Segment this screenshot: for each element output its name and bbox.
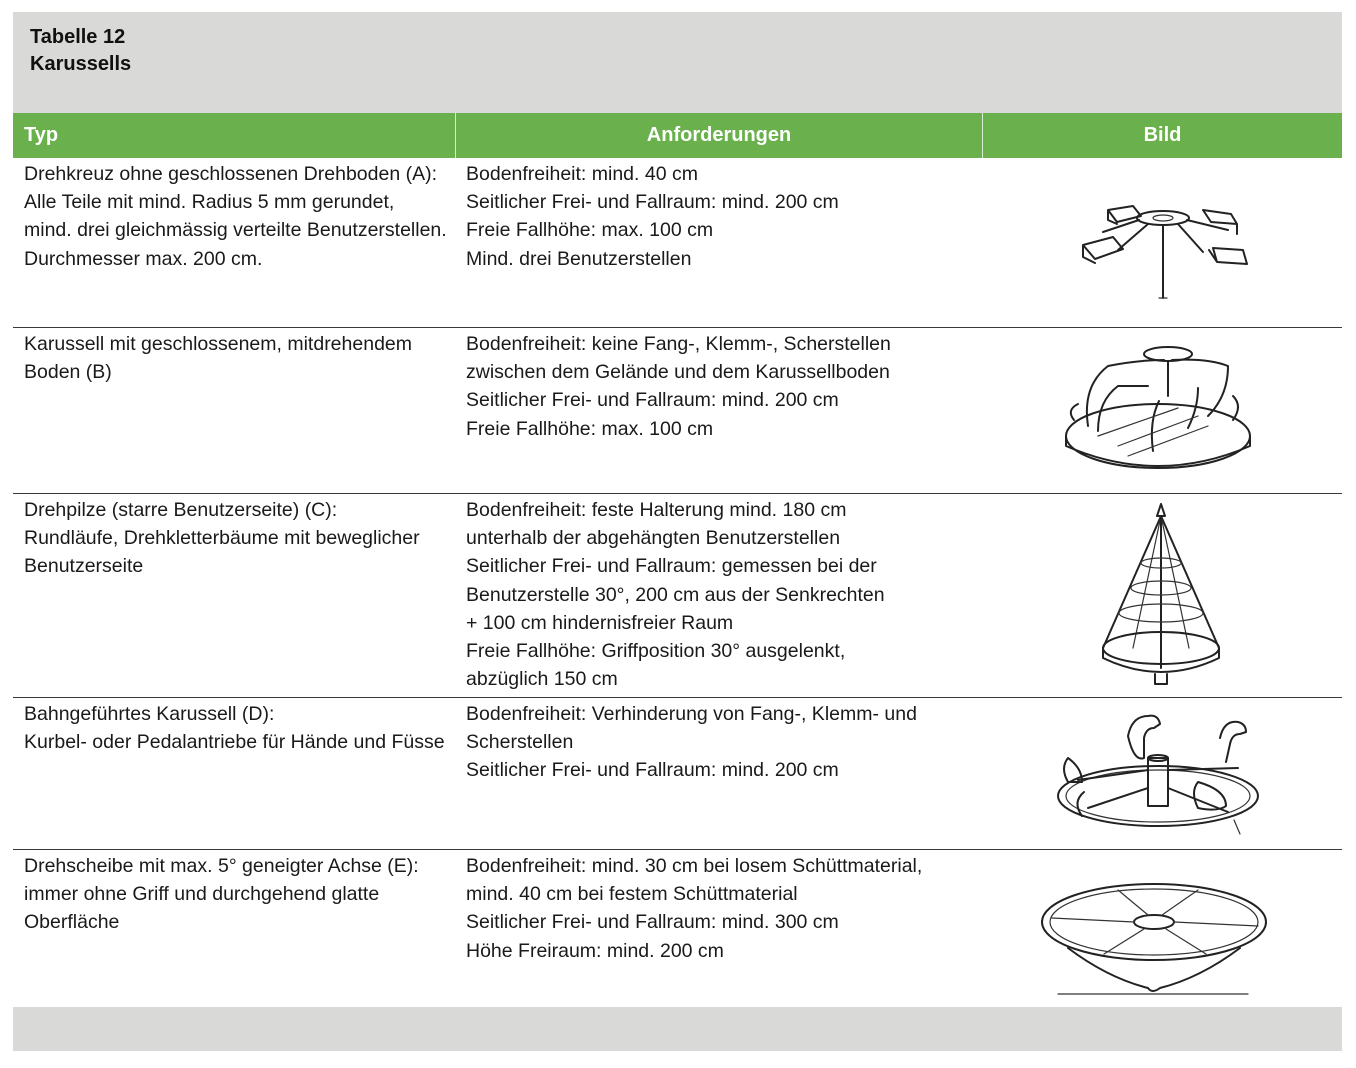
typ-line: Alle Teile mit mind. Radius 5 mm gerundet, <box>24 191 395 214</box>
anforderung-line: zwischen dem Gelände und dem Karussellboden <box>466 361 890 384</box>
typ-cell <box>24 496 449 581</box>
typ-cell <box>24 160 449 273</box>
anforderung-line: Seitlicher Frei- und Fallraum: gemessen bei der <box>466 555 877 578</box>
typ-line: mind. drei gleichmässig verteilte Benutzerstellen. <box>24 219 447 242</box>
typ-line: Durchmesser max. 200 cm. <box>24 247 263 270</box>
anforderung-line: mind. 40 cm bei festem Schüttmaterial <box>466 883 798 906</box>
anforderung-line: + 100 cm hindernisfreier Raum <box>466 611 734 634</box>
anforderungen-cell <box>466 852 981 965</box>
typ-line: Oberfläche <box>24 911 120 934</box>
typ-cell <box>24 700 449 756</box>
anforderung-line: Benutzerstelle 30°, 200 cm aus der Senkrechten <box>466 583 885 606</box>
column-header-anforderungen: Anforderungen <box>646 124 792 146</box>
anforderungen-cell <box>466 700 981 785</box>
anforderung-line: unterhalb der abgehängten Benutzerstellen <box>466 527 841 550</box>
anforderungen-cell <box>466 496 981 693</box>
anforderung-line: Mind. drei Benutzerstellen <box>466 247 692 270</box>
anforderung-line: Bodenfreiheit: Verhinderung von Fang-, Klemm- und <box>466 703 917 725</box>
anforderung-line: Bodenfreiheit: mind. 30 cm bei losem Schüttmaterial, <box>466 855 923 877</box>
typ-line: Drehscheibe mit max. 5° geneigter Achse (E): <box>24 855 419 877</box>
table-frame <box>13 12 1342 1051</box>
anforderung-line: Seitlicher Frei- und Fallraum: mind. 300 cm <box>466 911 839 934</box>
anforderung-line: Freie Fallhöhe: max. 100 cm <box>466 219 714 242</box>
table-row <box>13 698 1342 850</box>
typ-line: Drehpilze (starre Benutzerseite) (C): <box>24 499 338 521</box>
track-guided-horse-carousel-drawing <box>1048 708 1268 844</box>
anforderung-line: Seitlicher Frei- und Fallraum: mind. 200 cm <box>466 191 839 214</box>
typ-line: Bahngeführtes Karussell (D): <box>24 703 275 725</box>
typ-cell <box>24 330 449 386</box>
typ-line: Drehkreuz ohne geschlossenen Drehboden (A): <box>24 163 437 185</box>
typ-line: Benutzerseite <box>24 555 144 578</box>
turnstile-carousel-drawing <box>1063 180 1263 305</box>
closed-floor-carousel-drawing <box>1058 336 1258 486</box>
typ-line: immer ohne Griff und durchgehend glatte <box>24 883 380 906</box>
anforderung-line: Seitlicher Frei- und Fallraum: mind. 200 cm <box>466 389 839 412</box>
anforderung-line: Seitlicher Frei- und Fallraum: mind. 200 cm <box>466 759 839 782</box>
anforderungen-cell <box>466 160 981 273</box>
typ-line: Rundläufe, Drehkletterbäume mit beweglicher <box>24 527 420 550</box>
table-caption <box>13 12 1342 113</box>
turntable-disc-drawing <box>1038 878 1268 1002</box>
table-row <box>13 494 1342 698</box>
typ-cell <box>24 852 449 937</box>
anforderung-line: Freie Fallhöhe: max. 100 cm <box>466 417 714 440</box>
typ-line: Boden (B) <box>24 361 112 384</box>
table-row <box>13 158 1342 328</box>
column-header-typ: Typ <box>24 124 59 146</box>
table-number: Tabelle 12 <box>30 26 126 48</box>
table-header-row <box>13 113 1342 158</box>
table-title: Karussells <box>30 53 132 75</box>
anforderung-line: Höhe Freiraum: mind. 200 cm <box>466 939 724 962</box>
table-footer-band <box>13 1007 1342 1051</box>
anforderung-line: Bodenfreiheit: feste Halterung mind. 180 cm <box>466 499 847 521</box>
table-row <box>13 328 1342 494</box>
anforderungen-cell <box>466 330 981 443</box>
typ-line: Karussell mit geschlossenem, mitdrehendem <box>24 333 413 355</box>
anforderung-line: Bodenfreiheit: keine Fang-, Klemm-, Scherstellen <box>466 333 891 355</box>
typ-line: Kurbel- oder Pedalantriebe für Hände und Füsse <box>24 731 445 754</box>
anforderung-line: Scherstellen <box>466 731 574 754</box>
column-header-bild: Bild <box>1143 124 1182 146</box>
anforderung-line: Bodenfreiheit: mind. 40 cm <box>466 163 698 185</box>
table-row <box>13 850 1342 1007</box>
anforderung-line: Freie Fallhöhe: Griffposition 30° ausgelenkt, <box>466 640 846 663</box>
rotating-climbing-cone-drawing <box>1093 498 1233 694</box>
anforderung-line: abzüglich 150 cm <box>466 668 618 691</box>
